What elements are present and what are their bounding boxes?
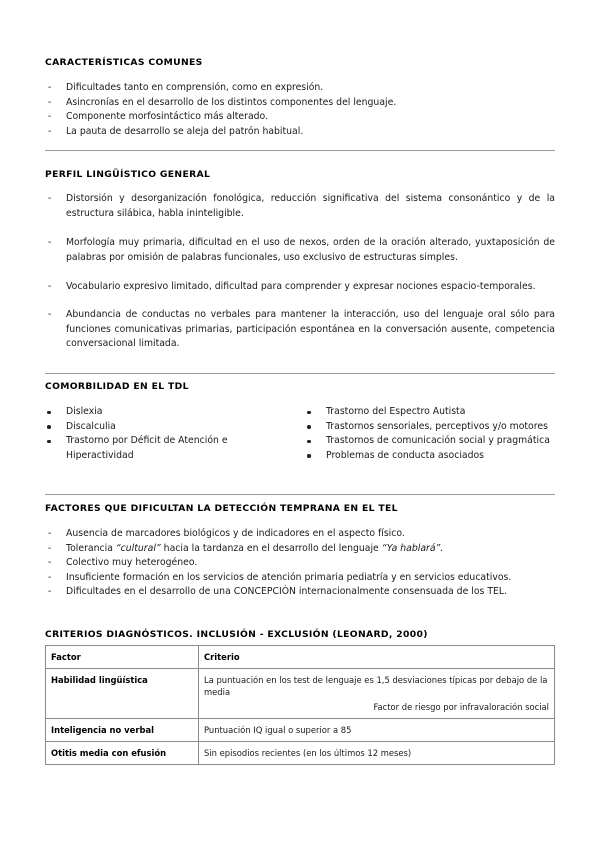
list-item: - Vocabulario expresivo limitado, dificultad para comprender y expresar nociones espacio-temporales. [48, 281, 536, 292]
divider [45, 494, 555, 495]
list-item: Trastorno por Déficit de Atención e Hiperactividad [45, 434, 251, 463]
criterio-cell: Sin episodios recientes (en los últimos 12 meses) [199, 742, 555, 765]
table-row [46, 669, 555, 719]
section-title-perfil: PERFIL LINGÜÍSTICO GENERAL [45, 169, 211, 180]
divider [45, 150, 555, 151]
factor-cell: Otitis media con efusión [46, 742, 199, 765]
list-item: - Ausencia de marcadores biológicos y de indicadores en el aspecto físico. [48, 528, 405, 539]
list-item: - Insuficiente formación en los servicios de atención primaria pediatría y en servicios educativos. [48, 571, 512, 583]
section-title-caracteristicas: CARACTERÍSTICAS COMUNES [45, 57, 203, 68]
perfil-list [45, 236, 555, 265]
section-title-factores: FACTORES QUE DIFICULTAN LA DETECCIÓN TEMPRANA EN EL TEL [45, 503, 398, 514]
factores-list [45, 527, 555, 600]
criterio-cell [199, 669, 555, 719]
list-item: - Distorsión y desorganización fonológica, reducción significativa del sistema consonántico y de la estructura silábica, habla ininteligible. [48, 193, 555, 219]
section-title-comorbilidad: COMORBILIDAD EN EL TDL [45, 381, 189, 392]
list-item: Discalculia [45, 420, 285, 435]
criterio-note: Factor de riesgo por infravaloración social [373, 702, 549, 712]
table-row [46, 719, 555, 742]
comorbilidad-right-list [305, 405, 560, 463]
list-item: Dislexia [45, 405, 285, 420]
list-item: Trastorno del Espectro Autista [305, 405, 560, 420]
perfil-list [45, 280, 555, 295]
list-item: - Dificultades en el desarrollo de una CONCEPCIÓN internacionalmente consensuada de los TEL. [48, 586, 508, 598]
table-row [46, 742, 555, 765]
divider [45, 373, 555, 374]
list-item: - Componente morfosintáctico más alterado. [48, 111, 269, 123]
column-header-factor: Factor [46, 646, 199, 669]
section-title-criterios: CRITERIOS DIAGNÓSTICOS. INCLUSIÓN - EXCLUSIÓN (LEONARD, 2000) [45, 629, 428, 640]
criterio-text: La puntuación en los test de lenguaje es 1,5 desviaciones típicas por debajo de la media [204, 675, 548, 697]
list-item: Trastornos de comunicación social y pragmática [305, 434, 560, 449]
perfil-list [45, 192, 555, 221]
list-item: - Abundancia de conductas no verbales para mantener la interacción, uso del lenguaje oral sólo para funciones comunicativas primarias, participación espontánea en la conversación ausente, competencia conversacional limitada. [48, 309, 555, 350]
list-item: - Dificultades tanto en comprensión, como en expresión. [48, 82, 324, 93]
list-item: Trastornos sensoriales, perceptivos y/o motores [305, 420, 560, 435]
list-item: Problemas de conducta asociados [305, 449, 560, 464]
perfil-list [45, 308, 555, 352]
factor-cell: Habilidad lingüística [46, 669, 199, 719]
column-header-criterio: Criterio [199, 646, 555, 669]
comorbilidad-left-list [45, 405, 285, 463]
table-header-row [46, 646, 555, 669]
list-item: - Tolerancia “cultural” hacia la tardanza en el desarrollo del lenguaje “Ya hablará”. [48, 542, 444, 554]
caracteristicas-list [45, 81, 555, 139]
criterios-table [45, 645, 555, 765]
factor-cell: Inteligencia no verbal [46, 719, 199, 742]
criterio-cell: Puntuación IQ igual o superior a 85 [199, 719, 555, 742]
list-item: - La pauta de desarrollo se aleja del patrón habitual. [48, 125, 304, 137]
list-item: - Asincronías en el desarrollo de los distintos componentes del lenguaje. [48, 96, 397, 108]
list-item: - Morfología muy primaria, dificultad en el uso de nexos, orden de la oración alterado, yuxtaposición de palabras por omisión de palabras funcionales, uso exclusivo de estructuras simples. [48, 237, 555, 263]
list-item: - Colectivo muy heterogéneo. [48, 557, 198, 569]
